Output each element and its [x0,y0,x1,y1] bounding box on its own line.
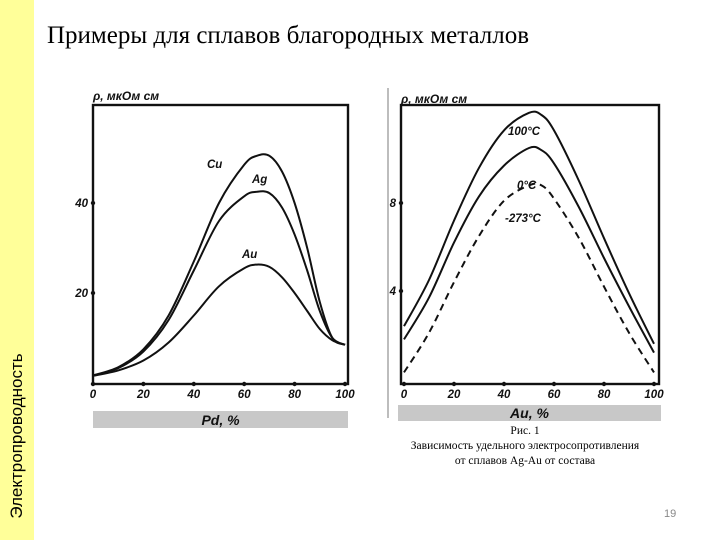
x-axis-label: Au, % [510,405,549,421]
x-tick-label: 80 [288,389,301,401]
caption-line-1: Рис. 1 [510,425,540,437]
x-tick-mark [552,382,556,386]
x-tick-mark [402,382,406,386]
series-label: Au [242,249,258,261]
figure-caption [385,424,665,469]
caption-line-3: от сплавов Ag-Au от состава [454,455,596,467]
y-axis-label: ρ, мкОм см [401,92,468,106]
x-tick-label: 100 [335,389,355,401]
y-tick-label: 4 [389,286,396,298]
x-tick-label: 40 [187,389,201,401]
x-tick-label: 60 [237,389,251,401]
page-number: 19 [664,508,677,520]
y-tick-label: 40 [75,198,88,210]
x-tick-label: 0 [89,389,97,401]
caption-line-2: Зависимость удельного электросопротивления [410,440,640,452]
x-tick-label: 20 [447,389,461,401]
x-axis-label: Pd, % [201,412,240,428]
x-tick-label: 80 [597,389,611,401]
y-axis-label: ρ, мкОм см [93,89,160,103]
x-tick-mark [502,382,506,386]
x-tick-mark [602,382,606,386]
x-tick-mark [652,382,656,386]
side-label: Электропроводность [7,353,26,519]
x-tick-label: 100 [644,389,664,401]
series-label: 0°C [517,180,537,192]
series-line-273c [404,184,654,373]
x-tick-label: 60 [547,389,561,401]
y-tick-mark [399,289,403,293]
x-tick-label: 20 [137,389,150,401]
series-label: Ag [252,174,268,186]
series-label: 100°C [508,126,541,138]
x-tick-mark [452,382,456,386]
y-tick-label: 20 [75,288,88,300]
series-label: -273°C [505,213,541,225]
y-tick-mark [399,201,403,205]
series-label: Cu [207,159,223,171]
slide-title: Примеры для сплавов благородных металлов [47,22,530,49]
x-tick-label: 40 [497,389,511,401]
y-tick-label: 8 [389,198,396,210]
x-tick-label: 0 [400,389,408,401]
